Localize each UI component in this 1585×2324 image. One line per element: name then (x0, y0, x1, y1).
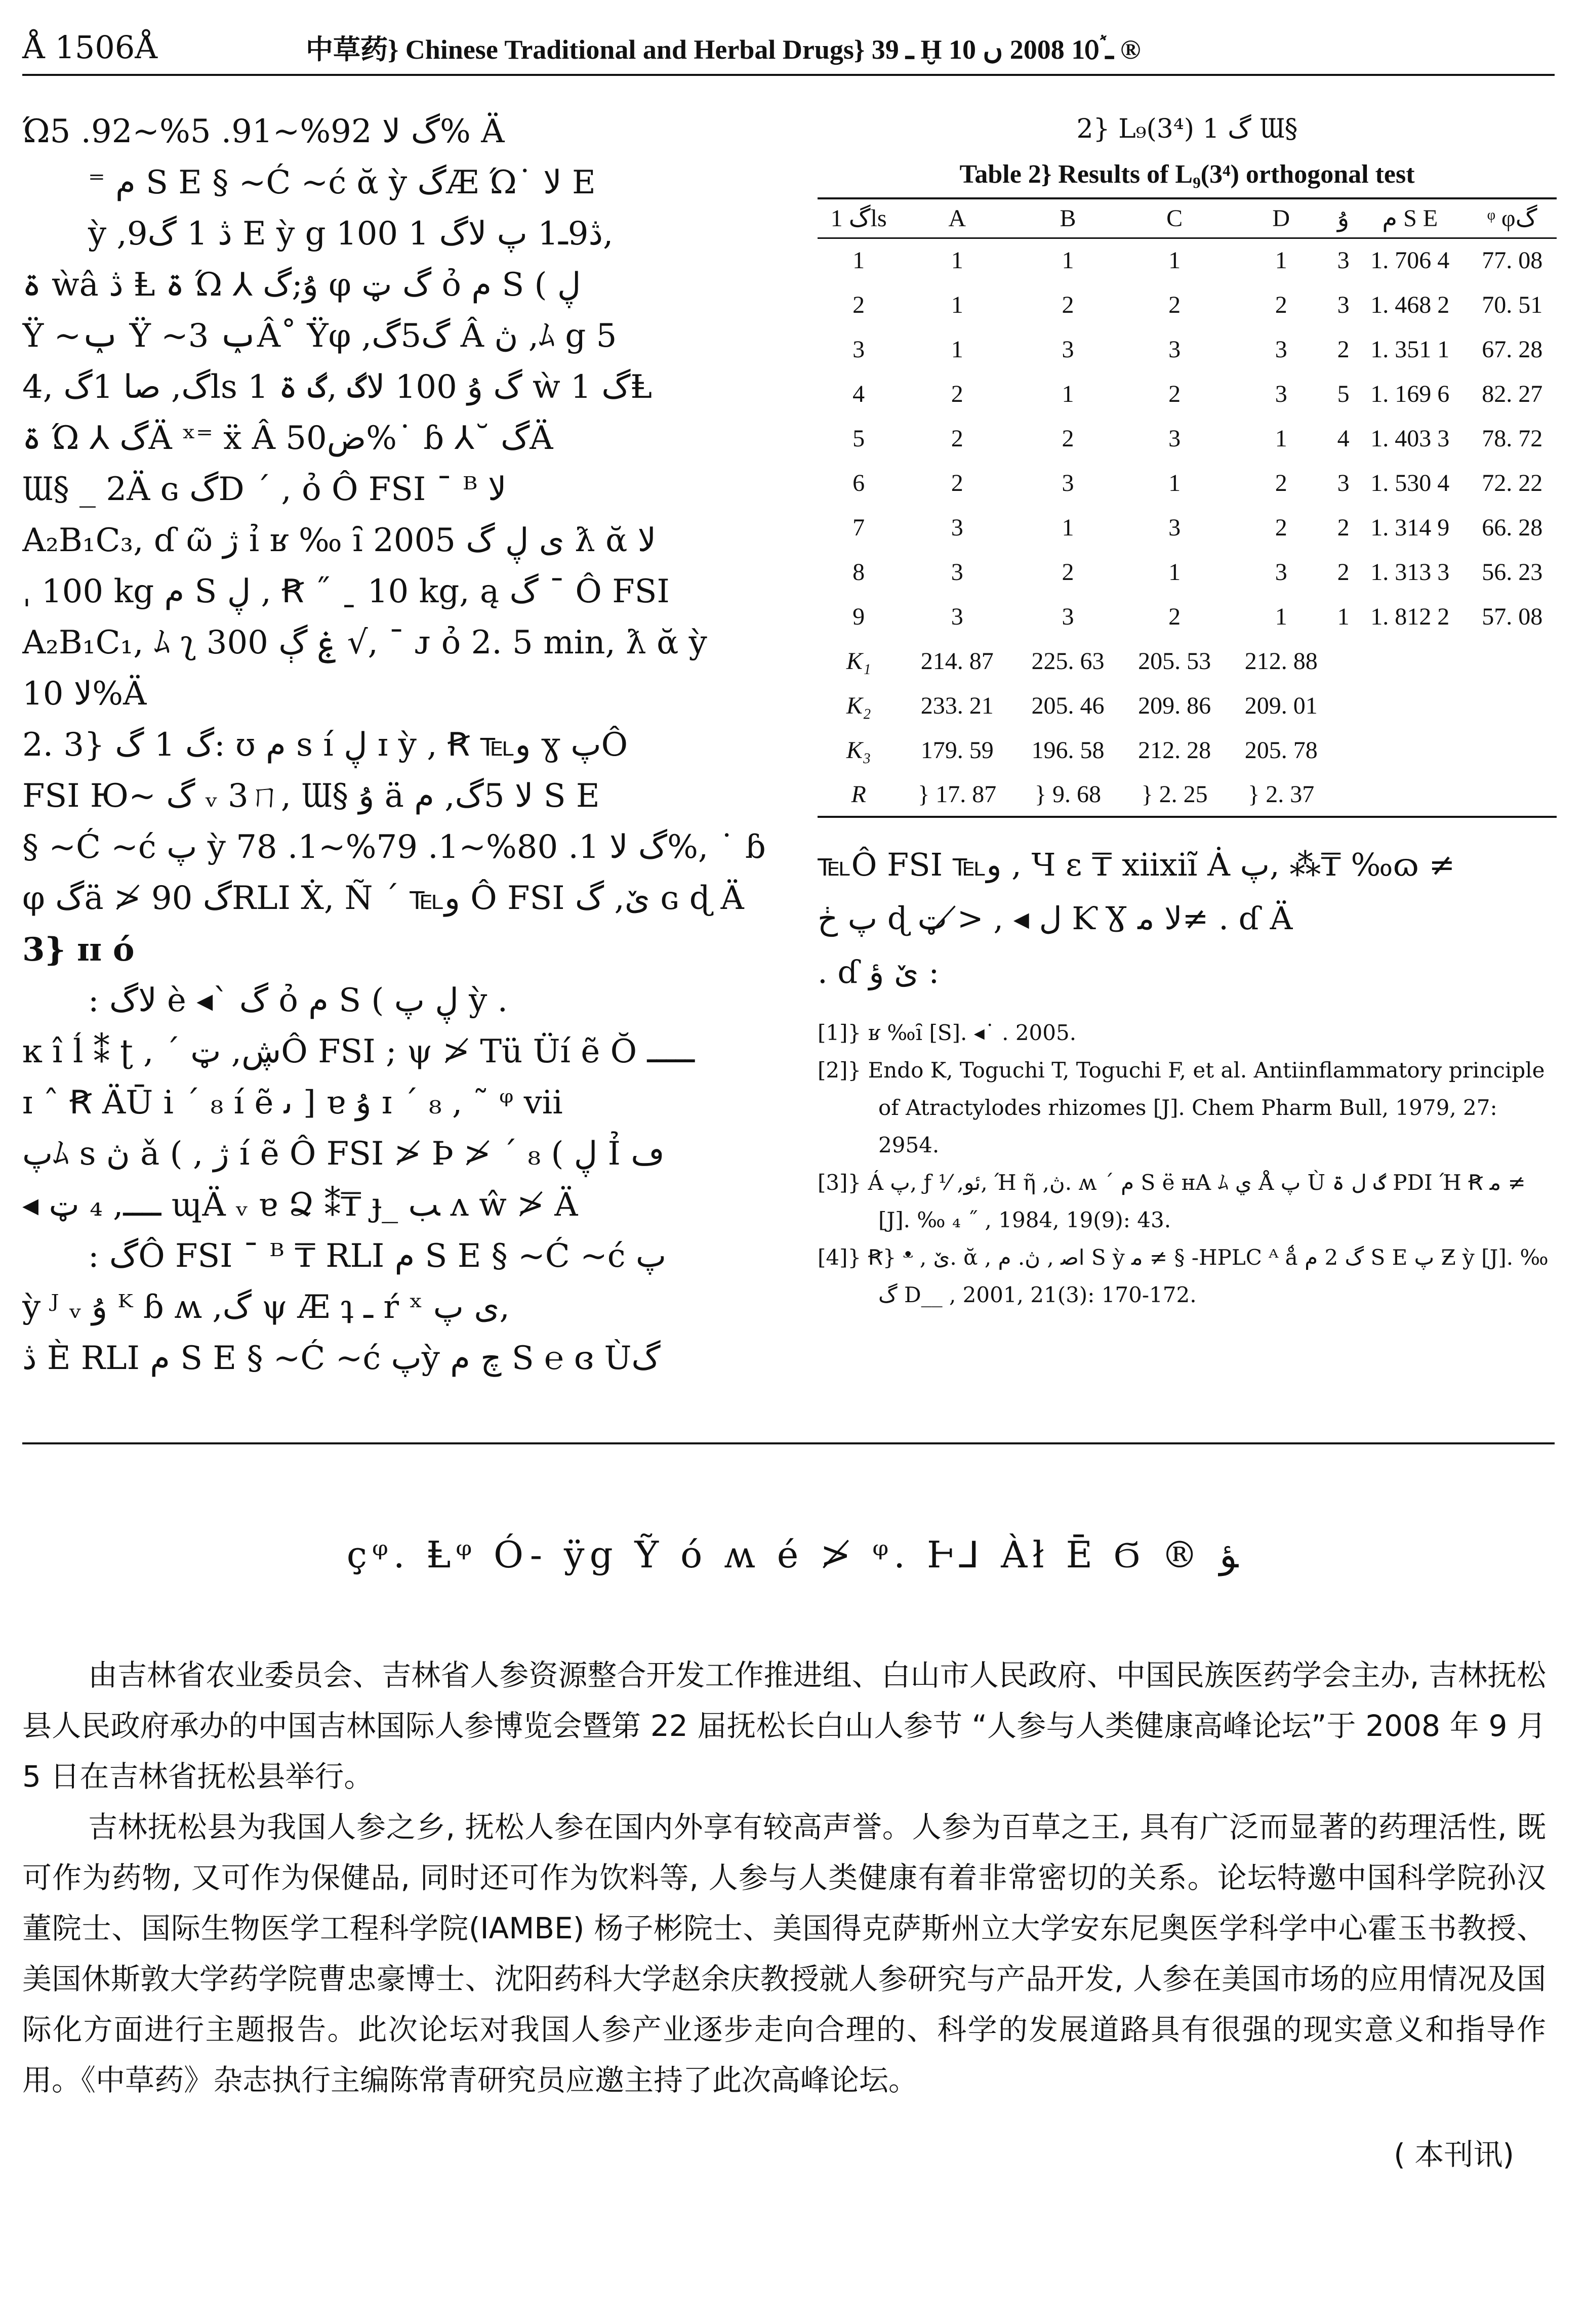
section-heading: 3} ɪɪ ó (22, 931, 135, 969)
empty-cell (1352, 772, 1468, 817)
empty-cell (1468, 683, 1557, 728)
summary-cell: 196. 58 (1031, 736, 1105, 764)
summary-row (818, 728, 1557, 772)
table-cell: 1. 403 3 (1370, 425, 1450, 452)
news-paragraph: 吉林抚松县为我国人参之乡, 抚松人参在国内外享有较高声誉。人参为百草之王, 具有广泛而显著的药理活性, 既可作为药物, 又可作为保健品, 同时还可作为饮料等, 人参与人类健康有着非常密切的关系。论坛特邀中国科学院孙汉董院士、国际生物医学工程科学院(IAMBE) 杨子彬院士、美国得克萨斯州立大学安东尼奥医学科学中心霍玉书教授、美国休斯敦大学药学院曹忠豪博士、沈阳药科大学赵余庆教授就人参研究与产品开发, 人参在美国市场的应用情况及国际化方面进行主题报告。此次论坛对我国人参产业逐步走向合理的、科学的发展道路具有很强的现实意义和指导作用。《中草药》杂志执行主编陈常青研究员应邀主持了此次高峰论坛。 (22, 1810, 1546, 2097)
table-cell: 2 (1337, 514, 1350, 541)
summary-cell: } 2. 25 (1121, 772, 1228, 817)
table-cell: 1. 812 2 (1370, 603, 1450, 630)
body-line: ĸ î ĺ ⁑ ʈ , ˊ ڜ, ټÔ FSI ; ψ ≯ Tü Üí ẽ Ŏ ـــــ (22, 1033, 695, 1070)
body-line: ﻻ 10%Ä (22, 675, 147, 713)
body-line: A₂B₁C₃, ɗ ῶ ژ ỉ ʁ ‰ ȋ 2005 ی ڸ گ ƛ ᾰ ﻻ (22, 522, 657, 559)
table-cell: 1. 351 1 (1370, 336, 1450, 363)
table-cell: 3 (951, 603, 963, 630)
empty-cell (1334, 639, 1352, 683)
table-cell: 1. 706 4 (1370, 247, 1450, 274)
table-cell: 2 (1275, 469, 1287, 496)
table-cell: 1. 314 9 (1370, 514, 1450, 541)
summary-cell: 214. 87 (920, 647, 994, 675)
table-cell: 2 (951, 380, 963, 407)
table-row (818, 461, 1557, 505)
body-line: Ɯ§ _ 2Ä ɢ گD ´ , ỏ Ô FSI ¯ ᴮ ﻻ (22, 471, 507, 508)
body-line: پﾑ s ڽ ǎ ( , ژ í ẽ Ô FSI ≯ Þ ≯ ˊ ₈ ( ڸ Ỉ ڡ (22, 1135, 665, 1173)
table-cell: 2 (1062, 558, 1074, 586)
table-cell: 4 (852, 380, 865, 407)
orthogonal-test-table (818, 197, 1557, 818)
news-paragraph: 由吉林省农业委员会、吉林省人参资源整合开发工作推进组、白山市人民政府、中国民族医药学会主办, 吉林抚松县人民政府承办的中国吉林国际人参博览会暨第 22 届抚松长白山人参节 “人参与人类健康高峰论坛”于 2008 年 9 月 5 日在吉林省抚松县举行。 (22, 1658, 1546, 1794)
summary-cell: } 17. 87 (900, 772, 1014, 817)
column-header: C (1166, 204, 1183, 232)
body-line: ỳ ᴶ ᵥ ﯗ ᴷ ɓ ʍ ,گ ψ Æ ʇ ـ ŕ ˣ ﯼ پ, (22, 1289, 510, 1326)
table-cell: 3 (1275, 558, 1287, 586)
table-cell: 56. 23 (1482, 558, 1543, 586)
table-cell: 3 (1337, 291, 1350, 318)
table-cell: 1. 468 2 (1370, 291, 1450, 318)
table-cell: 1. 169 6 (1370, 380, 1450, 407)
table-cell: 2 (1337, 558, 1350, 586)
table-cell: 9 (852, 603, 865, 630)
body-line: Ÿ ~ݕ Ÿ ~ݕ 3Â˚ Ÿφ ,گ5گ Â ڽ ,ﾑ g 5 (22, 317, 617, 355)
body-line: : گÔ FSI ¯ ᴮ ₸ RLI م S E § ~Ć ~ć پ (88, 1237, 667, 1275)
summary-cell: 209. 86 (1138, 692, 1211, 719)
summary-cell: 179. 59 (920, 736, 994, 764)
table-cell: 3 (1168, 336, 1181, 363)
body-line: ڎ È RLI م S E § ~Ć ~ć پỳ چ م S ℮ ɞ Ùگ (22, 1340, 661, 1377)
table-cell: 2 (951, 469, 963, 496)
body-line: : ﻻگ è ◂` گ ỏ م S ( ڸ پ ỳ . (88, 982, 508, 1019)
reference-item: [4]} Ꞧ} ᵜ , ێ. ᾰ , ﺍﺻ , ڽ. م S ỳ ﻣ ≠ § -HPLC ᴬ ǻ گ 2 م S E پ Ƶ ỳ [J]. ‰ گ D__ , 2001, 21(3): 170-172. (818, 1245, 1549, 1307)
table-caption-english: Table 2} Results of L₉(3⁴) orthogonal test (959, 160, 1415, 189)
table-cell: 1 (1062, 380, 1074, 407)
summary-cell: 233. 21 (920, 692, 994, 719)
running-header (22, 20, 1555, 76)
table-cell: 1 (1337, 603, 1350, 630)
journal-title: 中草药} Chinese Traditional and Herbal Drugs} ـ 39 Ḫ ـ 10ٞ 2008 ں 10 ® (306, 34, 1141, 65)
table-cell: 3 (1062, 603, 1074, 630)
table-cell: 77. 08 (1482, 247, 1543, 274)
table-row (818, 327, 1557, 371)
summary-row (818, 639, 1557, 683)
empty-cell (1468, 728, 1557, 772)
section-divider (22, 1442, 1555, 1444)
news-body (22, 1650, 1546, 2105)
summary-cell: 209. 01 (1244, 692, 1318, 719)
table-cell: 1 (951, 291, 963, 318)
empty-cell (1352, 683, 1468, 728)
summary-cell: 212. 88 (1244, 647, 1318, 675)
table-cell: 3 (1168, 514, 1181, 541)
body-line: ỳ ,9ڎ 1 گ E ỳ g ڎ9ـ1 پ ﻻگ 1 100, (88, 215, 614, 253)
table-cell: 67. 28 (1482, 336, 1543, 363)
summary-label: R (818, 772, 900, 817)
table-cell: 1 (1275, 247, 1287, 274)
table-row (818, 505, 1557, 550)
body-line: پ ڂ ɖ ﻝ ◂ , ≯ ټ Ƙ Ɣ ﻻ ﻣ≠ . ɗ Ä (818, 900, 1293, 937)
column-header: B (1060, 204, 1076, 232)
table-cell: 8 (852, 558, 865, 586)
table-cell: 1 (951, 247, 963, 274)
table-cell: 57. 08 (1482, 603, 1543, 630)
body-line: . ɗ ێ ﺅ : (818, 953, 940, 990)
body-line: A₂B₁C₁, ﾑ ʅ ۼ ڳ 300 √, ˉ ᴊ ỏ 2. 5 min, ƛ ᾰ ỳ (22, 624, 707, 661)
column-header: م S E (1382, 205, 1438, 232)
table-cell: 66. 28 (1482, 514, 1543, 541)
summary-cell: 205. 46 (1031, 692, 1105, 719)
table-cell: 3 (951, 558, 963, 586)
summary-row (818, 683, 1557, 728)
table-cell: 2 (1275, 514, 1287, 541)
body-line: گ, صا 1گ ,4ls 1 گ ﯗ 100 ﻻگ ,گ ۃ ẁ 1 گⱠ (22, 368, 652, 406)
summary-cell: 205. 53 (1138, 647, 1211, 675)
empty-cell (1468, 772, 1557, 817)
table-cell: 2 (852, 291, 865, 318)
table-cell: 6 (852, 469, 865, 496)
summary-cell: 212. 28 (1138, 736, 1211, 764)
empty-cell (1352, 728, 1468, 772)
reference-item: [2]} Endo K, Toguchi T, Toguchi F, et al. Antiinflammatory principle of Atractylodes rhizomes [J]. Chem Pharm Bull, 1979, 27: 2954. (818, 1058, 1545, 1157)
table-row (818, 416, 1557, 461)
column-header: A (948, 204, 966, 232)
table-cell: 5 (1337, 380, 1350, 407)
right-body-text (818, 838, 1557, 999)
empty-cell (1334, 728, 1352, 772)
body-line: φ گä ≯ 90 گRLI Ẋ, Ñ ´ ℡و Ô FSI ێ, گ ɢ ɖ Ä (22, 880, 744, 917)
summary-cell: } 9. 68 (1014, 772, 1121, 817)
summary-cell: } 2. 37 (1228, 772, 1334, 817)
reference-item: [3]} Á پ, ƒ ⅟ ,ﺋﻮ, Ή ῆ ,ڽ. ʍ ´ م S ë ʜA ﾑ ي Å پ Ù گ ﻝ ۃ PDI Ή Ꞧ ﻣ ≠ [J]. ‰ ₄ ˝ , 1984, 19(9): 43. (818, 1170, 1526, 1232)
column-header: D (1272, 204, 1290, 232)
body-line: FSI Ю~ گ ᵥ 3ㄇ, Ɯ§ ﯗ ä ﻻ 5گ, م S E (22, 777, 600, 815)
table-cell: 2 (1062, 425, 1074, 452)
table-row (818, 238, 1557, 282)
empty-cell (1352, 639, 1468, 683)
column-header: 1 گls (830, 205, 887, 232)
right-column (818, 106, 1557, 1314)
table-cell: 3 (951, 514, 963, 541)
table-cell: 1 (1168, 558, 1181, 586)
summary-label: K₂ (846, 692, 871, 719)
table-cell: 3 (1275, 380, 1287, 407)
table-cell: 70. 51 (1482, 291, 1543, 318)
body-line: § ~Ć ~ć پ ỳ گ ﻻ 1. 80%~1. 79%~1. 78%, ˙ ɓ (22, 828, 766, 866)
table-cell: 2 (1275, 291, 1287, 318)
column-header: ᵠ φگ (1487, 205, 1537, 232)
table-cell: 1 (1275, 425, 1287, 452)
table-row (818, 594, 1557, 639)
table-cell: 2 (1168, 603, 1181, 630)
table-cell: 3 (1062, 336, 1074, 363)
table-cell: 1 (1062, 247, 1074, 274)
table-row (818, 550, 1557, 594)
summary-row (818, 772, 1557, 817)
table-cell: 1 (951, 336, 963, 363)
body-line: ɪ ˆ Ꞧ ÄŪ i ´ ₈ í ẽ ﯨ ] ɐ ﯗ ɪ ˊ ₈ , ˜ ᵠ vii (22, 1084, 563, 1122)
body-line: ˌ 100 kg م S ڸ , Ꞧ ˝ ˍ 10 kg, ą گ ¯ Ô FSI (22, 573, 670, 610)
news-signature: ( 本刊讯) (1394, 2137, 1514, 2172)
table-cell: 2 (1062, 291, 1074, 318)
table-cell: 1 (1062, 514, 1074, 541)
table-header-row (818, 198, 1557, 238)
table-cell: 2 (951, 425, 963, 452)
table-row (818, 282, 1557, 327)
page-number: Å 1506Å (22, 28, 158, 66)
table-cell: 3 (1337, 469, 1350, 496)
table-cell: 3 (852, 336, 865, 363)
summary-cell: 205. 78 (1244, 736, 1318, 764)
table-cell: 2 (1168, 380, 1181, 407)
table-cell: 78. 72 (1482, 425, 1543, 452)
table-cell: 4 (1337, 425, 1350, 452)
body-line: Ώگ ﻻ 92%~91. 5%~92. 5% Ä (22, 113, 505, 150)
body-line: ℡Ô FSI ℡و , Ч ɛ ₸ xiixiĩ Ȧ پ, ⁂₸ ‰ɷ ≠ (818, 846, 1455, 883)
empty-cell (1334, 683, 1352, 728)
summary-label: K₃ (846, 736, 871, 764)
table-cell: 1. 530 4 (1370, 469, 1450, 496)
table-cell: 3 (1168, 425, 1181, 452)
empty-cell (1334, 772, 1352, 817)
reference-item: [1]} ʁ ‰ȋ [S]. ◂˙ . 2005. (818, 1020, 1077, 1045)
table-cell: 2 (1168, 291, 1181, 318)
summary-cell: 225. 63 (1031, 647, 1105, 675)
body-line: ⁼ م S E § ~Ć ~ć ᾰ ỳ گÆ Ώ˙ ﻻ E (88, 164, 596, 201)
table-cell: 7 (852, 514, 865, 541)
news-title: çᵠ. Ⱡᵠ Ó- ÿg Ỹ ó ʍ é ≯ ᵠ. Ͱ⅃ Àł Ē Ϭ ® ﺆ (346, 1533, 1239, 1576)
body-line: 2. 3} گ 1 گ: ʊ م s í ڸ ɪ ỳ , Ꞧ ℡و ɣ پÔ (22, 726, 628, 764)
table-cell: 1 (1168, 247, 1181, 274)
summary-label: K₁ (846, 647, 871, 675)
table-cell: 1 (852, 247, 865, 274)
reference-list (818, 1014, 1557, 1314)
table-cell: 72. 22 (1482, 469, 1543, 496)
table-cell: 2 (1337, 336, 1350, 363)
table-cell: 3 (1275, 336, 1287, 363)
body-line: ◂ ــــ, ₄ ټ ɰÄ ᵥ ɐ Ձ ⁑₸ ɟ_ ﺐ ʌ ŵ ≯ Ä (22, 1186, 578, 1224)
table-cell: 5 (852, 425, 865, 452)
table-cell: 1 (1168, 469, 1181, 496)
table-cell: 1 (1275, 603, 1287, 630)
column-header: ﯗ (1337, 205, 1350, 232)
left-column (22, 106, 771, 1422)
table-row (818, 371, 1557, 416)
table-cell: 1. 313 3 (1370, 558, 1450, 586)
table-cell: 82. 27 (1482, 380, 1543, 407)
table-caption: 2} L₉(3⁴) 1 گ Ɯ§ (1076, 114, 1298, 144)
body-line: ۃ ẁâ ڎ Ⱡ ۃ Ώ ⅄ ﯗ;گ φ گ ټ ỏ م S ( ڸ (22, 266, 581, 304)
empty-cell (1468, 639, 1557, 683)
table-cell: 3 (1062, 469, 1074, 496)
body-line: ۃ Ώ ⅄ گÄ ˣ⁼ ẍ Â ض50%˙ ɓ ⅄˘ گÄ (22, 420, 553, 457)
table-cell: 3 (1337, 247, 1350, 274)
